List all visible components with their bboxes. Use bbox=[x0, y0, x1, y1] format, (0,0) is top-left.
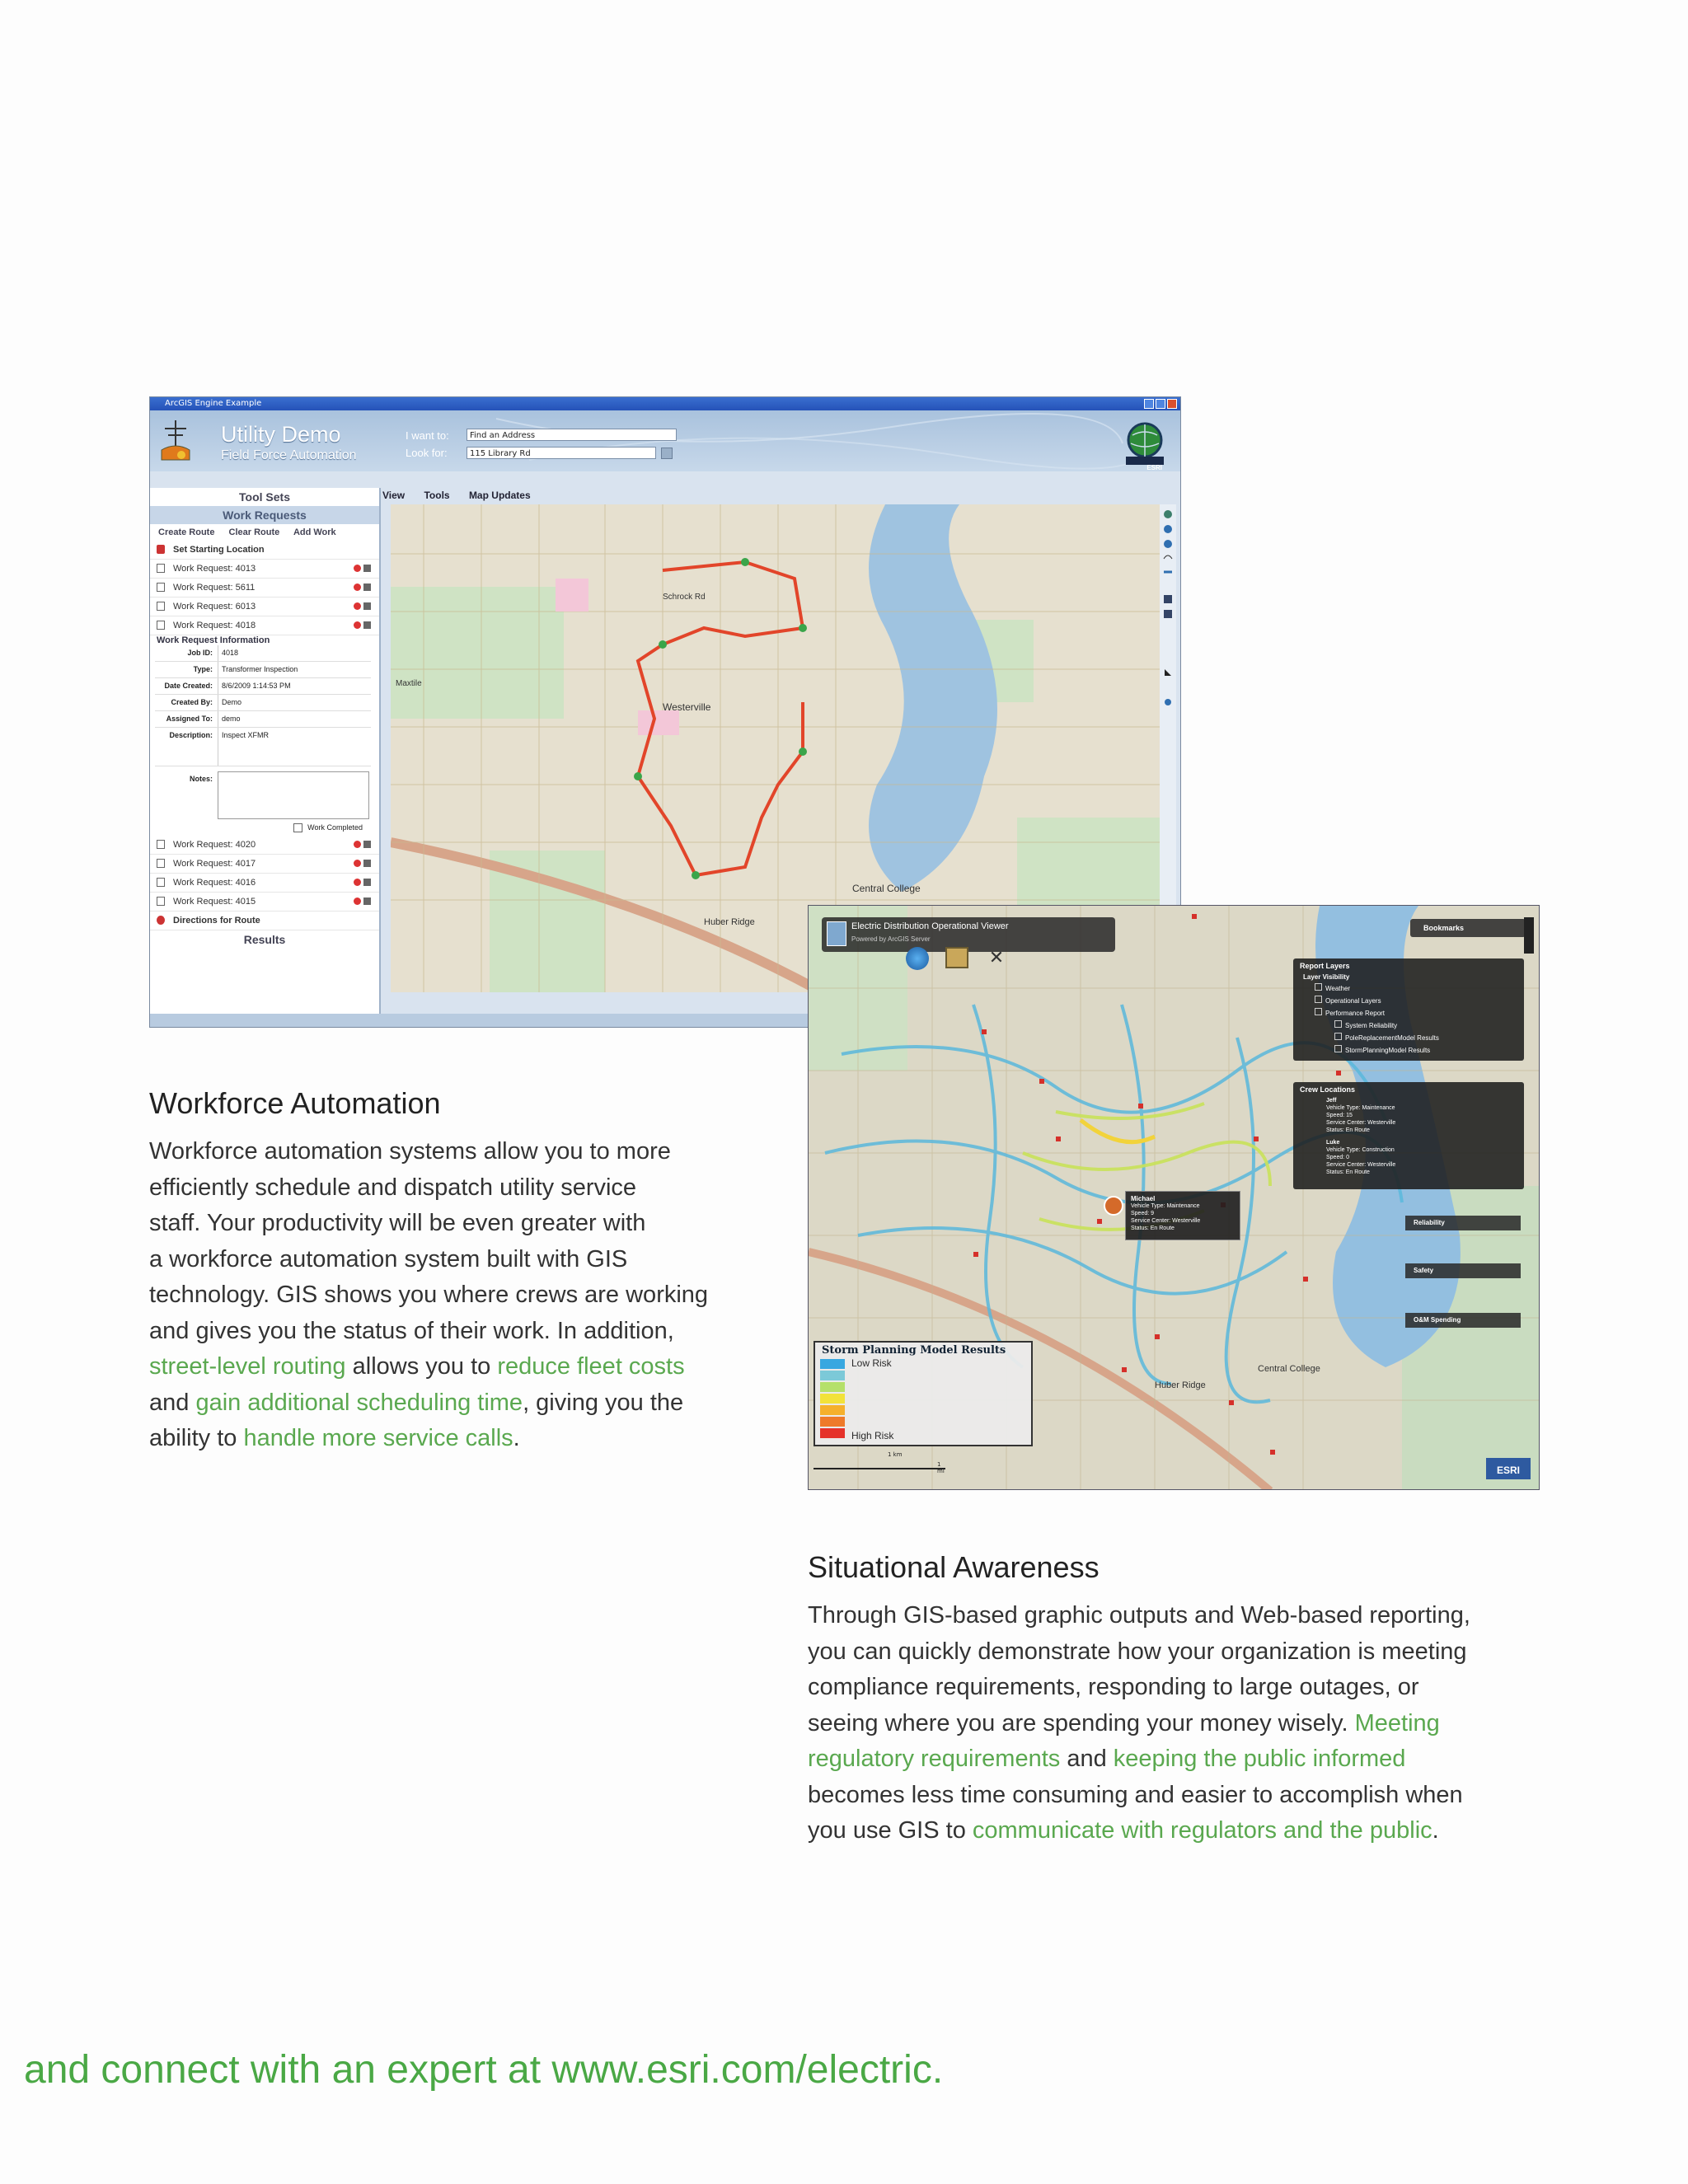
paragraph-line bbox=[808, 1706, 1550, 1742]
paragraph-line bbox=[808, 1634, 1550, 1671]
layer-item[interactable] bbox=[1315, 1044, 1503, 1057]
text-run: Workforce automation systems allow you to more bbox=[149, 1138, 671, 1165]
look-for-label: Look for: bbox=[406, 447, 448, 459]
text-run: ability to bbox=[149, 1425, 244, 1451]
situational-heading: Situational Awareness bbox=[808, 1550, 1100, 1584]
crew-detail: Speed: 15 bbox=[1326, 1113, 1353, 1118]
set-starting-location-label: Set Starting Location bbox=[173, 545, 265, 555]
popup-line: Service Center: Westerville bbox=[1131, 1218, 1201, 1224]
legend-title: Storm Planning Model Results bbox=[822, 1344, 1006, 1357]
text-run: , giving you the bbox=[523, 1389, 684, 1416]
text-run: you can quickly demonstrate how your organization is meeting bbox=[808, 1638, 1467, 1665]
directions-icon bbox=[157, 916, 165, 925]
crew-name: Luke bbox=[1326, 1140, 1340, 1146]
globe-icon[interactable] bbox=[906, 947, 929, 970]
paragraph-line bbox=[149, 1206, 809, 1242]
work-request-label: Work Request: 4017 bbox=[173, 859, 256, 869]
crew-list bbox=[1293, 1097, 1524, 1176]
scale-km: 1 km bbox=[888, 1451, 903, 1458]
row-actions bbox=[354, 583, 371, 591]
work-request-label: Work Request: 6013 bbox=[173, 602, 256, 612]
paragraph-line bbox=[149, 1170, 809, 1207]
row-actions bbox=[354, 565, 371, 572]
bookmarks-button[interactable]: Bookmarks bbox=[1410, 919, 1526, 937]
details-icon[interactable] bbox=[363, 565, 371, 572]
map-label-central-college: Central College bbox=[852, 883, 921, 894]
details-icon[interactable] bbox=[363, 879, 371, 886]
map-menubar bbox=[382, 490, 547, 504]
text-run: compliance requirements, responding to large outages, or bbox=[808, 1674, 1419, 1700]
work-request-label: Work Request: 4018 bbox=[173, 621, 256, 630]
paragraph-line bbox=[808, 1741, 1550, 1778]
layer-checkbox[interactable] bbox=[1315, 983, 1322, 991]
legend-swatch bbox=[820, 1405, 845, 1415]
search-go-icon[interactable] bbox=[661, 448, 673, 459]
add-work-link[interactable]: Add Work bbox=[293, 527, 336, 537]
operational-viewer-screenshot bbox=[808, 905, 1540, 1490]
window-controls bbox=[1144, 399, 1177, 409]
document-icon bbox=[157, 878, 165, 887]
text-run: Through GIS-based graphic outputs and Web-based reporting, bbox=[808, 1602, 1470, 1629]
work-request-list-bottom bbox=[150, 836, 379, 912]
esri-badge-text: ESRI bbox=[1146, 464, 1162, 471]
work-request-row[interactable] bbox=[150, 579, 379, 598]
job-id-label: Job ID: bbox=[187, 649, 213, 657]
layer-checkbox[interactable] bbox=[1315, 996, 1322, 1003]
look-for-input[interactable]: 115 Library Rd bbox=[467, 447, 656, 459]
flag-icon bbox=[157, 545, 165, 554]
crew-vehicle-icon[interactable] bbox=[1104, 1196, 1123, 1216]
work-request-row[interactable] bbox=[150, 874, 379, 893]
legend-low-label: Low Risk bbox=[851, 1357, 892, 1369]
document-icon bbox=[157, 602, 165, 611]
work-request-info-header: Work Request Information bbox=[157, 635, 270, 645]
delete-icon[interactable] bbox=[354, 841, 361, 848]
i-want-to-label: I want to: bbox=[406, 429, 449, 442]
report-layers-panel bbox=[1293, 958, 1524, 1061]
work-completed-label: Work Completed bbox=[307, 823, 363, 832]
paragraph-line bbox=[149, 1277, 809, 1314]
crew-popup bbox=[1125, 1191, 1240, 1240]
legend-high-label: High Risk bbox=[851, 1430, 894, 1441]
report-layers-title: Report Layers bbox=[1300, 962, 1350, 970]
crew-locations-panel bbox=[1293, 1082, 1524, 1189]
crew-item[interactable] bbox=[1326, 1097, 1491, 1134]
layer-label: Weather bbox=[1325, 985, 1351, 992]
work-request-row[interactable] bbox=[150, 560, 379, 579]
view-menu[interactable]: View bbox=[382, 490, 406, 501]
work-request-form bbox=[155, 645, 371, 836]
crew-detail: Status: En Route bbox=[1326, 1169, 1370, 1175]
row-actions bbox=[354, 621, 371, 629]
work-request-label: Work Request: 4013 bbox=[173, 564, 256, 574]
layer-checkbox[interactable] bbox=[1334, 1033, 1342, 1040]
document-icon bbox=[157, 859, 165, 868]
crew-detail: Vehicle Type: Maintenance bbox=[1326, 1105, 1395, 1111]
set-starting-location[interactable] bbox=[150, 541, 379, 560]
assigned-to-label: Assigned To: bbox=[166, 715, 213, 723]
date-created-value[interactable]: 8/6/2009 1:14:53 PM bbox=[218, 678, 371, 694]
work-request-row[interactable] bbox=[150, 616, 379, 635]
text-run: . bbox=[1432, 1817, 1439, 1844]
map-tool-icons[interactable] bbox=[1160, 504, 1176, 752]
tools-icon[interactable]: ✕ bbox=[988, 948, 1005, 968]
document-icon bbox=[157, 564, 165, 573]
map-label-central-college-2: Central College bbox=[1258, 1364, 1320, 1374]
layer-visibility-title: Layer Visibility bbox=[1303, 973, 1350, 981]
work-request-label: Work Request: 4016 bbox=[173, 878, 256, 888]
close-button[interactable] bbox=[1167, 399, 1177, 409]
description-label: Description: bbox=[169, 731, 213, 739]
highlight-link[interactable]: reduce fleet costs bbox=[497, 1353, 685, 1380]
work-request-list-top bbox=[150, 560, 379, 635]
map-label-huber-ridge: Huber Ridge bbox=[704, 917, 755, 927]
text-run: and bbox=[1060, 1746, 1114, 1772]
legend-panel bbox=[814, 1341, 1033, 1446]
description-value[interactable]: Inspect XFMR bbox=[218, 728, 371, 766]
work-request-label: Work Request: 4015 bbox=[173, 897, 256, 907]
viewer-title: Electric Distribution Operational Viewer bbox=[851, 921, 1009, 931]
details-icon[interactable] bbox=[363, 841, 371, 848]
layer-label: StormPlanningModel Results bbox=[1345, 1047, 1431, 1054]
safety-button[interactable]: Safety bbox=[1405, 1263, 1521, 1278]
minimize-button[interactable] bbox=[1144, 399, 1154, 409]
viewer-logo-icon bbox=[827, 921, 846, 946]
popup-line: Speed: 9 bbox=[1131, 1211, 1155, 1216]
details-icon[interactable] bbox=[363, 898, 371, 905]
tool-sets-header[interactable]: Tool Sets bbox=[239, 490, 290, 504]
workforce-body bbox=[149, 1134, 809, 1457]
highlight-link[interactable]: handle more service calls bbox=[243, 1425, 513, 1451]
directions-for-route[interactable] bbox=[150, 912, 379, 930]
layer-label: System Reliability bbox=[1345, 1022, 1398, 1029]
legend-swatch bbox=[820, 1371, 845, 1380]
esri-globe-icon bbox=[1121, 420, 1169, 466]
created-by-value[interactable]: Demo bbox=[218, 695, 371, 710]
layer-checkbox[interactable] bbox=[1334, 1045, 1342, 1052]
layer-label: Performance Report bbox=[1325, 1010, 1386, 1017]
highlight-link[interactable]: gain additional scheduling time bbox=[195, 1389, 523, 1416]
popup-crew-name: Michael bbox=[1131, 1195, 1156, 1202]
i-want-to-select[interactable]: Find an Address bbox=[467, 429, 677, 441]
popup-line: Vehicle Type: Maintenance bbox=[1131, 1203, 1200, 1209]
layer-item[interactable] bbox=[1315, 982, 1503, 995]
map-updates-menu[interactable]: Map Updates bbox=[468, 490, 531, 501]
row-actions bbox=[354, 879, 371, 886]
paragraph-line bbox=[149, 1421, 809, 1457]
work-request-row[interactable] bbox=[150, 893, 379, 912]
highlight-link[interactable]: street-level routing bbox=[149, 1353, 346, 1380]
layer-item[interactable] bbox=[1315, 1019, 1503, 1032]
notes-field[interactable] bbox=[218, 771, 369, 819]
document-icon bbox=[157, 840, 165, 849]
esri-badge: ESRI bbox=[1486, 1458, 1531, 1479]
route-links bbox=[150, 524, 379, 541]
work-request-label: Work Request: 4020 bbox=[173, 840, 256, 850]
highlight-link[interactable]: communicate with regulators and the public bbox=[972, 1817, 1432, 1844]
utility-logo-icon bbox=[157, 417, 195, 463]
text-run: efficiently schedule and dispatch utility service bbox=[149, 1174, 637, 1201]
highlight-link[interactable]: regulatory requirements bbox=[808, 1746, 1061, 1772]
directions-label: Directions for Route bbox=[173, 916, 260, 926]
text-run: becomes less time consuming and easier to accomplish when bbox=[808, 1781, 1463, 1808]
scale-bar bbox=[814, 1451, 945, 1474]
map-label-westerville: Westerville bbox=[663, 701, 711, 713]
paragraph-line bbox=[149, 1242, 809, 1278]
text-run: . bbox=[513, 1425, 520, 1451]
situational-body bbox=[808, 1598, 1550, 1849]
paragraph-line bbox=[149, 1385, 809, 1422]
work-completed-row[interactable] bbox=[155, 819, 371, 836]
results-header[interactable]: Results bbox=[243, 933, 286, 946]
row-actions bbox=[354, 841, 371, 848]
crew-detail: Speed: 0 bbox=[1326, 1155, 1350, 1160]
paragraph-line bbox=[149, 1349, 809, 1385]
paragraph-line bbox=[149, 1314, 809, 1350]
row-actions bbox=[354, 898, 371, 905]
footer-cta: and connect with an expert at www.esri.com/electric. bbox=[24, 2048, 944, 2092]
notes-label: Notes: bbox=[189, 775, 213, 783]
delete-icon[interactable] bbox=[354, 602, 361, 610]
highlight-link[interactable]: keeping the public informed bbox=[1113, 1746, 1406, 1772]
legend-swatch bbox=[820, 1428, 845, 1438]
viewer-powered-by: Powered by ArcGIS Server bbox=[851, 935, 931, 943]
scale-mi: 1 mi bbox=[937, 1461, 945, 1474]
legend-swatch bbox=[820, 1417, 845, 1427]
assigned-to-value[interactable]: demo bbox=[218, 711, 371, 727]
layer-label: Operational Layers bbox=[1325, 997, 1381, 1005]
crew-detail: Service Center: Westerville bbox=[1326, 1120, 1396, 1126]
window-titlebar bbox=[150, 397, 1180, 410]
delete-icon[interactable] bbox=[354, 565, 361, 572]
clear-route-link[interactable]: Clear Route bbox=[228, 527, 280, 537]
window-title: ArcGIS Engine Example bbox=[165, 399, 262, 408]
work-requests-header[interactable]: Work Requests bbox=[150, 506, 379, 524]
document-icon bbox=[157, 583, 165, 592]
details-icon[interactable] bbox=[363, 621, 371, 629]
app-subtitle: Field Force Automation bbox=[221, 448, 357, 462]
text-run: and gives you the status of their work. In addition, bbox=[149, 1317, 674, 1344]
work-request-label: Work Request: 5611 bbox=[173, 583, 256, 593]
legend-swatch bbox=[820, 1394, 845, 1404]
legend-swatch bbox=[820, 1359, 845, 1369]
legend-swatch bbox=[820, 1382, 845, 1392]
crew-detail: Vehicle Type: Construction bbox=[1326, 1147, 1395, 1153]
job-id-value[interactable]: 4018 bbox=[218, 645, 371, 661]
text-run: and bbox=[149, 1389, 196, 1416]
created-by-label: Created By: bbox=[171, 698, 213, 706]
work-request-row[interactable] bbox=[150, 855, 379, 874]
map-label-schrock-rd: Schrock Rd bbox=[663, 593, 706, 602]
text-run: staff. Your productivity will be even greater with bbox=[149, 1210, 646, 1236]
viewer-window-controls[interactable] bbox=[1524, 917, 1534, 954]
create-route-link[interactable]: Create Route bbox=[158, 527, 215, 537]
details-icon[interactable] bbox=[363, 583, 371, 591]
text-run: technology. GIS shows you where crews are working bbox=[149, 1282, 709, 1308]
work-request-row[interactable] bbox=[150, 836, 379, 855]
crew-item[interactable] bbox=[1326, 1139, 1491, 1176]
row-actions bbox=[354, 602, 371, 610]
layer-item[interactable] bbox=[1315, 995, 1503, 1007]
row-actions bbox=[354, 860, 371, 867]
layer-label: PoleReplacementModel Results bbox=[1345, 1034, 1439, 1042]
paragraph-line bbox=[808, 1598, 1550, 1634]
app-title: Utility Demo bbox=[221, 422, 341, 447]
map-label-maxtile: Maxtile bbox=[396, 679, 422, 688]
crew-detail: Service Center: Westerville bbox=[1326, 1162, 1396, 1168]
layer-checkbox[interactable] bbox=[1315, 1008, 1322, 1015]
text-run: you use GIS to bbox=[808, 1817, 973, 1844]
layer-item[interactable] bbox=[1315, 1032, 1503, 1044]
document-icon bbox=[157, 621, 165, 630]
text-run: allows you to bbox=[345, 1353, 498, 1380]
crew-detail: Status: En Route bbox=[1326, 1127, 1370, 1133]
legend-swatches bbox=[820, 1359, 845, 1440]
layer-checkbox[interactable] bbox=[1334, 1020, 1342, 1028]
details-icon[interactable] bbox=[363, 860, 371, 867]
om-spending-button[interactable]: O&M Spending bbox=[1405, 1313, 1521, 1328]
layers-icon[interactable] bbox=[945, 947, 968, 968]
left-panel bbox=[150, 488, 381, 1015]
delete-icon[interactable] bbox=[354, 879, 361, 886]
delete-icon[interactable] bbox=[354, 860, 361, 867]
delete-icon[interactable] bbox=[354, 621, 361, 629]
highlight-link[interactable]: Meeting bbox=[1354, 1709, 1440, 1736]
workforce-heading: Workforce Automation bbox=[149, 1086, 441, 1120]
work-request-row[interactable] bbox=[150, 598, 379, 616]
reliability-button[interactable]: Reliability bbox=[1405, 1216, 1521, 1230]
viewer-tools bbox=[906, 947, 1008, 970]
paragraph-line bbox=[808, 1778, 1550, 1814]
crew-name: Jeff bbox=[1326, 1098, 1337, 1104]
tools-menu[interactable]: Tools bbox=[424, 490, 450, 501]
text-run: a workforce automation system built with GIS bbox=[149, 1245, 628, 1272]
delete-icon[interactable] bbox=[354, 583, 361, 591]
layer-item[interactable] bbox=[1315, 1007, 1503, 1019]
paragraph-line bbox=[808, 1813, 1550, 1849]
details-icon[interactable] bbox=[363, 602, 371, 610]
type-value[interactable]: Transformer Inspection bbox=[218, 662, 371, 677]
layer-list bbox=[1293, 981, 1524, 1058]
date-created-label: Date Created: bbox=[164, 682, 213, 690]
map-label-huber-ridge-2: Huber Ridge bbox=[1155, 1380, 1206, 1390]
type-label: Type: bbox=[193, 665, 213, 673]
document-icon bbox=[157, 897, 165, 906]
popup-line: Status: En Route bbox=[1131, 1226, 1175, 1231]
paragraph-line bbox=[808, 1670, 1550, 1706]
text-run: seeing where you are spending your money wisely. bbox=[808, 1709, 1355, 1736]
work-completed-checkbox[interactable] bbox=[293, 823, 302, 832]
delete-icon[interactable] bbox=[354, 898, 361, 905]
paragraph-line bbox=[149, 1134, 809, 1170]
maximize-button[interactable] bbox=[1156, 399, 1165, 409]
crew-locations-title: Crew Locations bbox=[1300, 1085, 1356, 1094]
